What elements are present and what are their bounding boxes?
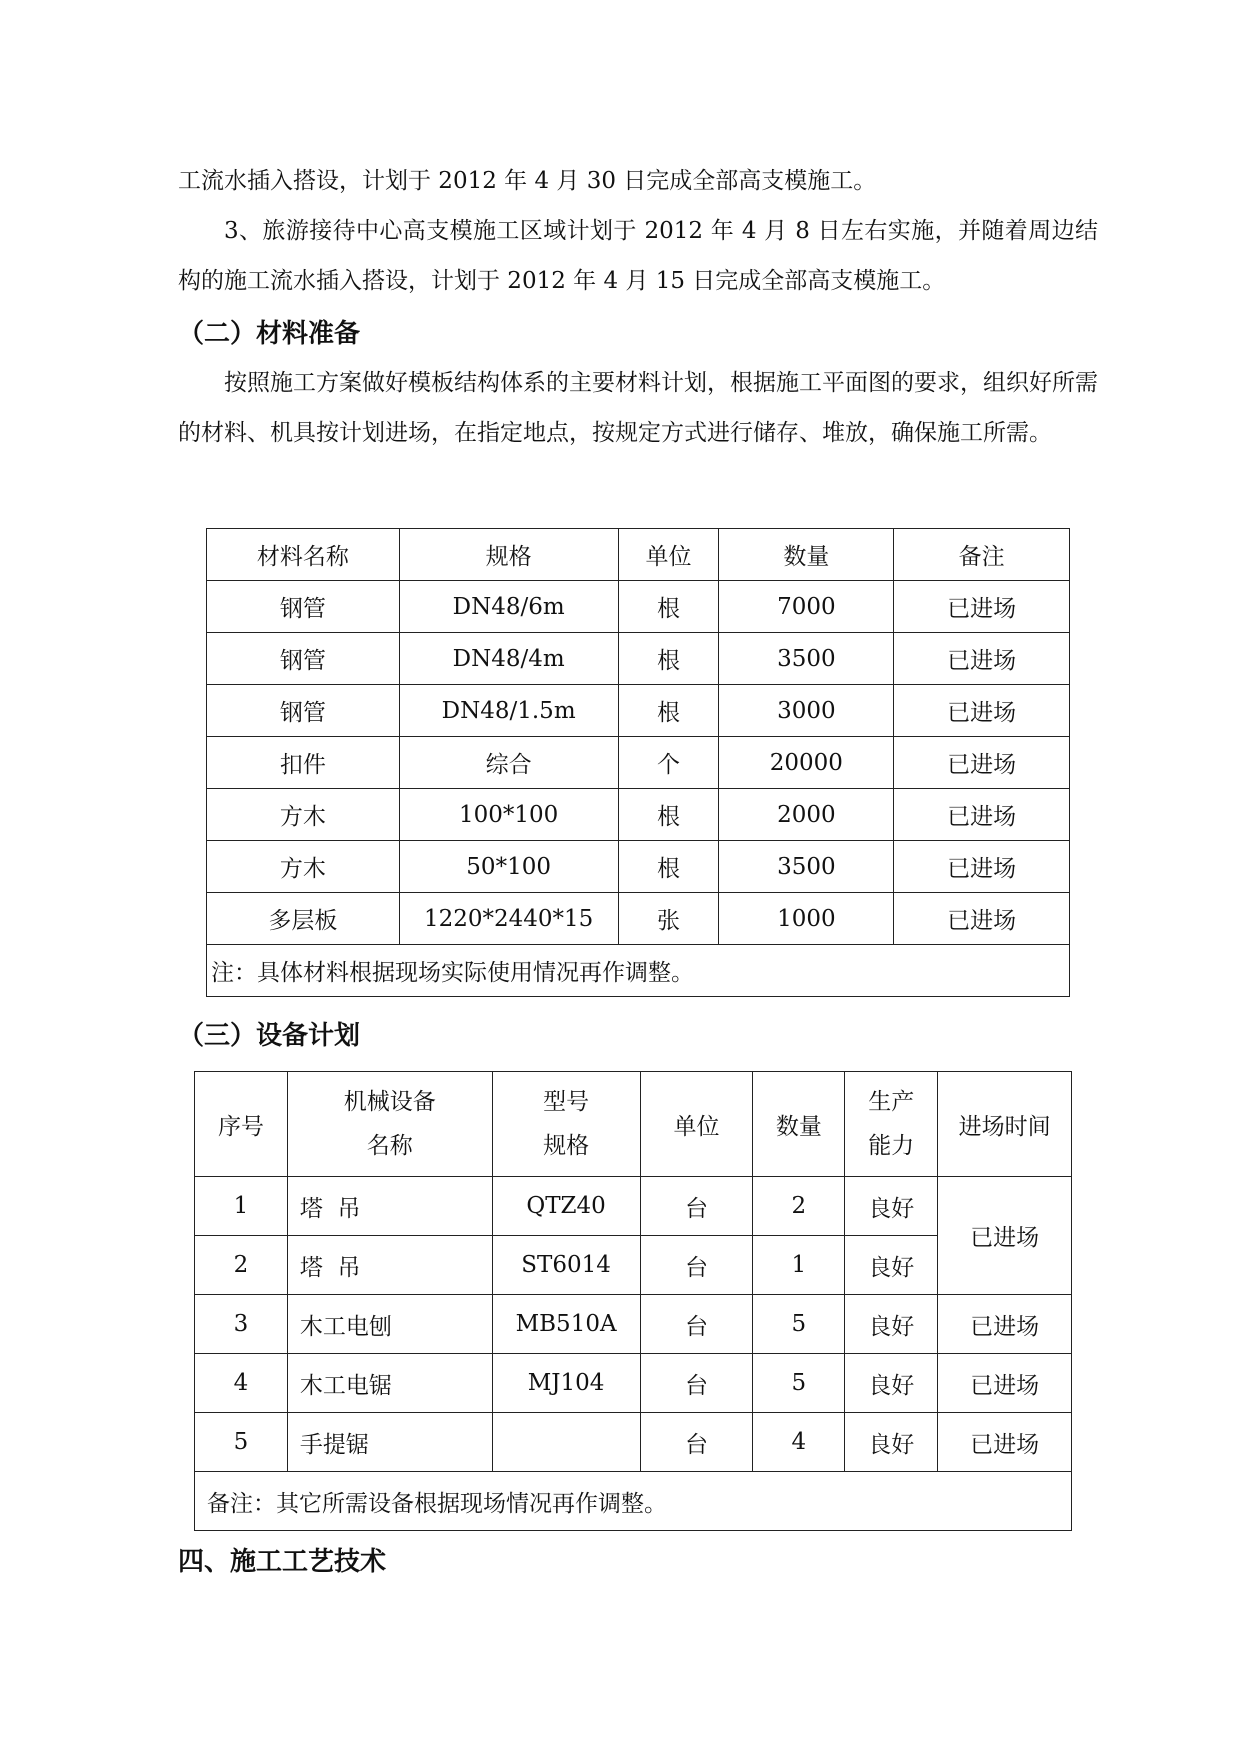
header-name <box>287 1072 492 1177</box>
equipment-seq: 5 <box>195 1413 288 1472</box>
header-cell: 备注 <box>894 529 1070 581</box>
equipment-capacity: 良好 <box>845 1236 938 1295</box>
material-name: 方木 <box>207 841 400 893</box>
equipment-seq: 4 <box>195 1354 288 1413</box>
material-qty: 20000 <box>719 737 894 789</box>
equipment-qty: 5 <box>753 1354 845 1413</box>
material-name: 钢管 <box>207 581 400 633</box>
material-unit: 张 <box>618 893 719 945</box>
header-model <box>492 1072 640 1177</box>
equipment-heading: （三）设备计划 <box>178 1021 361 1051</box>
equipment-name: 塔 吊 <box>287 1177 492 1236</box>
header-seq: 序号 <box>195 1072 288 1177</box>
equipment-name: 木工电锯 <box>287 1354 492 1413</box>
material-remark: 已进场 <box>894 841 1070 893</box>
material-remark: 已进场 <box>894 737 1070 789</box>
table-row <box>207 841 1070 893</box>
table-note-row <box>195 1472 1072 1531</box>
table-note-row <box>207 945 1070 997</box>
equipment-name: 木工电刨 <box>287 1295 492 1354</box>
material-remark: 已进场 <box>894 893 1070 945</box>
material-remark: 已进场 <box>894 685 1070 737</box>
equipment-unit: 台 <box>640 1295 753 1354</box>
material-qty: 3500 <box>719 841 894 893</box>
equipment-capacity: 良好 <box>845 1354 938 1413</box>
table-row <box>207 633 1070 685</box>
header-cell: 单位 <box>618 529 719 581</box>
header-model-line1: 型号 <box>543 1089 590 1115</box>
equipment-unit: 台 <box>640 1236 753 1295</box>
material-unit: 个 <box>618 737 719 789</box>
material-name: 方木 <box>207 789 400 841</box>
equipment-time: 已进场 <box>938 1413 1072 1472</box>
table-row <box>195 1354 1072 1413</box>
equipment-name: 塔 吊 <box>287 1236 492 1295</box>
table-row <box>207 893 1070 945</box>
header-cell: 材料名称 <box>207 529 400 581</box>
header-name-line2: 名称 <box>366 1133 413 1159</box>
material-unit: 根 <box>618 633 719 685</box>
material-name: 钢管 <box>207 633 400 685</box>
equipment-unit: 台 <box>640 1413 753 1472</box>
table-row <box>207 685 1070 737</box>
header-capacity <box>845 1072 938 1177</box>
equipment-capacity: 良好 <box>845 1177 938 1236</box>
header-unit: 单位 <box>640 1072 753 1177</box>
equipment-note: 备注：其它所需设备根据现场情况再作调整。 <box>195 1472 1072 1531</box>
equipment-capacity: 良好 <box>845 1413 938 1472</box>
equipment-capacity: 良好 <box>845 1295 938 1354</box>
material-name: 多层板 <box>207 893 400 945</box>
materials-heading: （二）材料准备 <box>178 319 361 349</box>
header-qty: 数量 <box>753 1072 845 1177</box>
table-header-row <box>207 529 1070 581</box>
material-unit: 根 <box>618 841 719 893</box>
equipment-time-merged: 已进场 <box>938 1177 1072 1295</box>
equipment-seq: 3 <box>195 1295 288 1354</box>
table-row <box>207 581 1070 633</box>
material-spec: 100*100 <box>399 789 618 841</box>
table-row <box>207 737 1070 789</box>
material-spec: 综合 <box>399 737 618 789</box>
equipment-model: QTZ40 <box>492 1177 640 1236</box>
header-cell: 数量 <box>719 529 894 581</box>
equipment-seq: 1 <box>195 1177 288 1236</box>
table-row <box>207 789 1070 841</box>
materials-paragraph: 按照施工方案做好模板结构体系的主要材料计划，根据施工平面图的要求，组织好所需的材料、机具按计划进场，在指定地点，按规定方式进行储存、堆放，确保施工所需。 <box>178 370 1098 446</box>
material-unit: 根 <box>618 685 719 737</box>
header-capacity-line2: 能力 <box>868 1133 915 1159</box>
material-spec: DN48/6m <box>399 581 618 633</box>
header-capacity-line1: 生产 <box>868 1089 915 1115</box>
material-spec: DN48/1.5m <box>399 685 618 737</box>
material-remark: 已进场 <box>894 789 1070 841</box>
table-row <box>195 1177 1072 1236</box>
material-spec: DN48/4m <box>399 633 618 685</box>
material-spec: 1220*2440*15 <box>399 893 618 945</box>
equipment-model: ST6014 <box>492 1236 640 1295</box>
material-remark: 已进场 <box>894 633 1070 685</box>
materials-note: 注：具体材料根据现场实际使用情况再作调整。 <box>207 945 1070 997</box>
equipment-qty: 2 <box>753 1177 845 1236</box>
material-qty: 3000 <box>719 685 894 737</box>
equipment-seq: 2 <box>195 1236 288 1295</box>
table-row <box>195 1295 1072 1354</box>
equipment-qty: 4 <box>753 1413 845 1472</box>
equipment-qty: 1 <box>753 1236 845 1295</box>
equipment-name: 手提锯 <box>287 1413 492 1472</box>
equipment-time: 已进场 <box>938 1354 1072 1413</box>
material-unit: 根 <box>618 581 719 633</box>
equipment-model: MJ104 <box>492 1354 640 1413</box>
equipment-table <box>194 1071 1072 1531</box>
table-row <box>195 1413 1072 1472</box>
material-spec: 50*100 <box>399 841 618 893</box>
header-name-line1: 机械设备 <box>343 1089 436 1115</box>
material-qty: 3500 <box>719 633 894 685</box>
table-header-row <box>195 1072 1072 1177</box>
equipment-unit: 台 <box>640 1177 753 1236</box>
material-name: 钢管 <box>207 685 400 737</box>
material-qty: 7000 <box>719 581 894 633</box>
section-4-heading: 四、施工工艺技术 <box>178 1547 387 1577</box>
materials-table <box>206 528 1070 997</box>
intro-item-3: 3、旅游接待中心高支模施工区域计划于 2012 年 4 月 8 日左右实施，并随着周边结构的施工流水插入搭设，计划于 2012 年 4 月 15 日完成全部高支模施工。 <box>178 218 1098 294</box>
equipment-time: 已进场 <box>938 1295 1072 1354</box>
header-model-line2: 规格 <box>543 1133 590 1159</box>
material-remark: 已进场 <box>894 581 1070 633</box>
header-time: 进场时间 <box>938 1072 1072 1177</box>
intro-line: 工流水插入搭设，计划于 2012 年 4 月 30 日完成全部高支模施工。 <box>178 168 877 194</box>
material-name: 扣件 <box>207 737 400 789</box>
equipment-unit: 台 <box>640 1354 753 1413</box>
material-unit: 根 <box>618 789 719 841</box>
material-qty: 2000 <box>719 789 894 841</box>
header-cell: 规格 <box>399 529 618 581</box>
equipment-qty: 5 <box>753 1295 845 1354</box>
material-qty: 1000 <box>719 893 894 945</box>
equipment-model <box>492 1413 640 1472</box>
equipment-model: MB510A <box>492 1295 640 1354</box>
